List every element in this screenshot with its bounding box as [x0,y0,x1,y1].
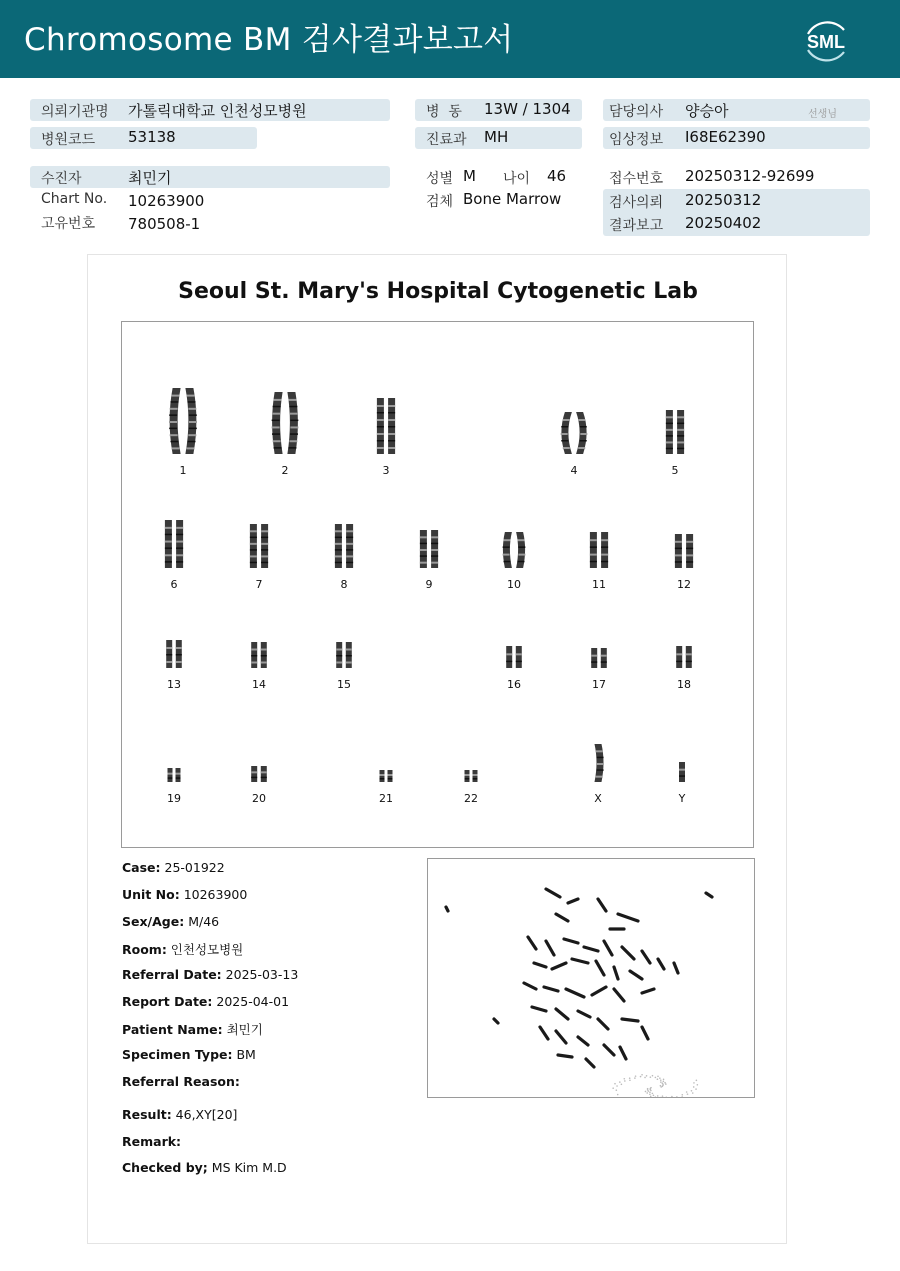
request-value: 20250312 [685,191,762,209]
case-field [122,887,247,902]
metaphase-chromosome [534,963,546,967]
nucleus-speckle [650,1095,652,1097]
case-field [122,1160,287,1175]
metaphase-chromosome [598,1019,608,1029]
nucleus-speckle [644,1077,646,1079]
metaphase-chromosome [546,941,554,955]
nucleus-speckle [676,1096,678,1097]
nucleus-speckle [652,1093,654,1095]
metaphase-chromosome [566,989,584,997]
nucleus-speckle [635,1075,637,1077]
metaphase-chromosome [622,1019,638,1021]
metaphase-chromosome [556,1009,568,1019]
doctor-label: 담당의사 [609,104,664,120]
chromatid [388,398,395,454]
chromosome-16 [484,644,544,698]
result-date-value: 20250402 [685,214,762,232]
case-field-value: 25-01922 [160,860,225,875]
nucleus-speckle [649,1092,651,1094]
nucleus-speckle [646,1092,648,1094]
chromosome-label: 16 [507,678,521,691]
metaphase-chromosome [586,1059,594,1067]
chromosome-label: 17 [592,678,606,691]
chromosome-8 [314,522,374,598]
metaphase-chromosome [540,1027,548,1039]
nucleus-speckle [629,1077,631,1079]
dept-value: MH [484,128,509,146]
chromatid [516,646,522,668]
sex-label: 성별 [426,171,454,187]
karyogram [121,321,754,848]
metaphase-chromosome [528,937,536,949]
metaphase-chromosome [556,1031,566,1043]
case-field-label: Specimen Type: [122,1047,233,1062]
chromatid [677,410,684,454]
metaphase-chromosome [544,987,558,991]
chromatid [346,642,352,668]
nucleus-speckle [646,1075,648,1077]
case-field [122,1020,263,1038]
result-date-label: 결과보고 [609,218,664,234]
nucleus-speckle [664,1082,666,1084]
chromosome-7 [229,522,289,598]
case-field-value: 2025-03-13 [221,967,299,982]
nucleus-speckle [681,1096,683,1097]
chromosome-label: 8 [340,578,348,591]
chromatid [377,398,384,454]
chromosome-label: 9 [425,578,433,591]
nucleus-speckle [655,1077,657,1079]
chromosome-4 [544,410,604,484]
cytogenetic-report [87,254,787,1244]
case-field [122,994,289,1009]
ward-label: 병 동 [426,104,462,120]
chromatid [176,520,183,568]
metaphase-chromosome [532,1007,546,1011]
chromosome-3 [356,396,416,484]
nucleus-speckle [662,1095,664,1097]
chromosome-y [652,760,712,812]
logo-text: SML [807,32,845,52]
chromosome-18 [654,644,714,698]
chromosome-label: 5 [671,464,679,477]
case-field-value: 최민기 [222,1022,263,1037]
specimen-label: 검체 [426,194,454,210]
chromatid [272,392,283,454]
chromosome-label: 20 [252,792,266,805]
metaphase-chromosome [674,963,678,973]
nucleus-speckle [697,1084,699,1086]
chromatid [601,532,608,568]
chromosome-15 [314,640,374,698]
chromosome-21 [356,768,416,812]
ward-value: 13W / 1304 [484,100,571,118]
metaphase-chromosome [604,1045,614,1055]
metaphase-chromosome [658,959,664,969]
nucleus-speckle [660,1081,662,1083]
nucleus-speckle [640,1076,642,1078]
metaphase-chromosome [572,959,588,963]
nucleus-speckle [663,1081,665,1083]
clinical-value: I68E62390 [685,128,766,146]
metaphase-chromosome [614,967,618,979]
case-field-label: Remark: [122,1134,182,1149]
case-field-label: Room: [122,942,167,957]
metaphase-chromosome [620,1047,626,1059]
case-field-label: Referral Reason: [122,1074,240,1089]
chromatid [176,640,182,668]
chromatid [473,770,478,782]
case-field [122,1107,237,1122]
nucleus-speckle [652,1075,654,1077]
chromatid [250,524,257,568]
chromatid [346,524,353,568]
nucleus-speckle [624,1080,626,1082]
nucleus-speckle [612,1087,614,1089]
nucleus-speckle [648,1090,650,1092]
institution-value: 가톨릭대학교 인천성모병원 [128,102,307,120]
case-field-value: 10263900 [179,887,248,902]
chromatid [251,642,257,668]
case-field-value: M/46 [184,914,220,929]
nucleus-speckle [645,1091,647,1093]
age-value: 46 [547,167,567,185]
chromosome-label: 11 [592,578,606,591]
case-field-label: Result: [122,1107,172,1122]
case-field-value: 46,XY[20] [171,1107,238,1122]
chromatid [465,770,470,782]
case-field-label: Referral Date: [122,967,222,982]
chromosome-x [568,742,628,812]
metaphase-chromosome [598,899,606,911]
id-value: 780508-1 [128,215,201,233]
metaphase-chromosome [642,989,654,993]
chromosome-1 [153,386,213,484]
chromatid [380,770,385,782]
chromatid [176,768,181,782]
metaphase-chromosome [584,947,598,951]
sex-value: M [463,167,476,185]
nucleus-speckle [653,1095,655,1097]
metaphase-chromosome [592,987,606,995]
chromosome-19 [144,766,204,812]
chromosome-label: 7 [255,578,263,591]
chromatid [516,532,525,568]
chart-value: 10263900 [128,192,205,210]
nucleus-speckle [687,1093,689,1095]
chromatid [431,530,438,568]
patient-value: 최민기 [128,169,172,187]
nucleus-speckle [641,1074,643,1076]
nucleus-speckle [659,1077,661,1079]
hospital-code-label: 병원코드 [41,132,96,148]
chromatid [679,762,685,782]
chromatid [666,410,673,454]
chromosome-10 [484,530,544,598]
nucleus-speckle [657,1075,659,1077]
case-field [122,940,243,958]
nucleus-speckle [660,1085,662,1087]
chromosome-label: 3 [382,464,390,477]
chromatid [590,532,597,568]
nucleus-speckle [695,1088,697,1090]
nucleus-speckle [614,1083,616,1085]
chromosome-20 [229,764,289,812]
metaphase-chromosome [524,983,536,989]
nucleus-speckle [616,1089,618,1091]
chromosome-label: 4 [570,464,578,477]
chromatid [261,642,267,668]
chromatid [506,646,512,668]
chromatid [287,392,298,454]
metaphase-chromosome [642,951,650,963]
nucleus-speckle [692,1092,694,1094]
hospital-code-value: 53138 [128,128,176,146]
case-field-label: Case: [122,860,161,875]
chromatid [675,534,682,568]
chromatid [168,768,173,782]
chromosome-label: 6 [170,578,178,591]
metaphase-chromosome [546,889,560,897]
chromosome-13 [144,638,204,698]
chromosome-label: 14 [252,678,266,691]
chromosome-9 [399,528,459,598]
chromosome-22 [441,768,501,812]
case-field-value: 인천성모병원 [166,942,244,957]
metaphase-chromosome [552,963,566,969]
chromatid [185,388,197,454]
nucleus-speckle [657,1095,659,1097]
nucleus-speckle [621,1083,623,1085]
metaphase-chromosome [446,907,448,911]
receipt-label: 접수번호 [609,171,664,187]
nucleus-speckle [660,1079,662,1081]
chart-label: Chart No. [41,191,108,207]
metaphase-image [427,858,755,1098]
case-field-value: BM [232,1047,256,1062]
chromosome-2 [255,390,315,484]
chromosome-label: 19 [167,792,181,805]
sml-logo [800,14,852,66]
chromosome-label: 21 [379,792,393,805]
chromatid [336,642,342,668]
nucleus-speckle [657,1078,659,1080]
specimen-value: Bone Marrow [463,190,562,208]
age-label: 나이 [503,171,531,187]
metaphase-chromosome [630,971,642,979]
chromosome-label: 2 [281,464,289,477]
chromosome-label: 18 [677,678,691,691]
chromatid [561,412,572,454]
chromosome-label: Y [678,792,686,805]
request-label: 검사의뢰 [609,195,664,211]
metaphase-chromosome [556,914,568,921]
nucleus-speckle [649,1093,651,1095]
chromatid [595,744,604,782]
case-field [122,1134,181,1149]
chromatid [601,648,607,668]
nucleus-speckle [696,1080,698,1082]
case-field [122,914,219,929]
chromosome-12 [654,532,714,598]
nucleus-speckle [665,1083,667,1085]
chromosome-6 [144,518,204,598]
case-field-value: 2025-04-01 [212,994,290,1009]
chromosome-14 [229,640,289,698]
case-field-label: Report Date: [122,994,213,1009]
nucleus-speckle [655,1096,657,1097]
chromatid [576,412,587,454]
nucleus-speckle [681,1094,683,1096]
case-field [122,1047,256,1062]
doctor-suffix: 선생님 [808,109,837,120]
chromatid [166,640,172,668]
receipt-value: 20250312-92699 [685,167,815,185]
chromatid [251,766,257,782]
nucleus-speckle [616,1085,618,1087]
chromosome-label: 10 [507,578,521,591]
doctor-value: 양승아 [685,102,729,120]
nucleus-speckle [693,1086,695,1088]
nucleus-speckle [619,1081,621,1083]
case-field [122,860,225,875]
chromatid [169,388,181,454]
chromatid [335,524,342,568]
chromatid [261,766,267,782]
chromatid [420,530,427,568]
chromatid [686,646,692,668]
patient-field-bg [30,166,390,188]
nucleus-speckle [663,1079,665,1081]
dept-label: 진료과 [426,132,467,148]
chromosome-17 [569,646,629,698]
chromosome-5 [645,408,705,484]
chromosome-label: X [594,792,602,805]
lab-title: Seoul St. Mary's Hospital Cytogenetic Lab [178,279,698,304]
chromosome-11 [569,530,629,598]
institution-label: 의뢰기관명 [41,104,109,120]
chromatid [261,524,268,568]
nucleus-speckle [650,1076,652,1078]
case-field-value: MS Kim M.D [207,1160,287,1175]
nucleus-speckle [629,1079,631,1081]
metaphase-chromosome [494,1019,498,1023]
chromosome-label: 13 [167,678,181,691]
nucleus-speckle [671,1096,673,1097]
report-header [0,0,900,78]
metaphase-chromosome [578,1011,590,1017]
chromosome-label: 15 [337,678,351,691]
chromatid [676,646,682,668]
chromatid [591,648,597,668]
metaphase-chromosome [614,989,624,1001]
metaphase-chromosome [558,1055,572,1057]
nucleus-speckle [662,1082,664,1084]
nucleus-speckle [686,1091,688,1093]
case-field-label: Patient Name: [122,1022,223,1037]
case-field-label: Unit No: [122,887,180,902]
nucleus-speckle [617,1094,619,1096]
case-field-label: Checked by; [122,1160,208,1175]
case-field [122,967,298,982]
clinical-label: 임상정보 [609,132,664,148]
metaphase-chromosome [706,893,712,897]
case-field [122,1074,240,1089]
chromosome-label: 22 [464,792,478,805]
chromatid [388,770,393,782]
chromatid [165,520,172,568]
chromosome-label: 12 [677,578,691,591]
nucleus-speckle [623,1078,625,1080]
metaphase-chromosome [564,939,578,943]
metaphase-chromosome [578,1037,588,1045]
nucleus-speckle [634,1077,636,1079]
metaphase-chromosome [596,961,604,975]
metaphase-chromosome [642,1027,648,1039]
id-label: 고유번호 [41,216,96,232]
chromatid [503,532,512,568]
metaphase-chromosome [622,947,634,959]
case-field-label: Sex/Age: [122,914,185,929]
metaphase-chromosome [568,899,578,903]
nucleus-speckle [691,1090,693,1092]
metaphase-chromosome [618,914,638,921]
metaphase-chromosome [604,941,612,955]
chromosome-label: 1 [179,464,187,477]
nucleus-speckle [693,1082,695,1084]
chromatid [686,534,693,568]
nucleus-speckle [650,1090,652,1092]
report-title: Chromosome BM 검사결과보고서 [24,22,514,58]
patient-label: 수진자 [41,171,82,187]
